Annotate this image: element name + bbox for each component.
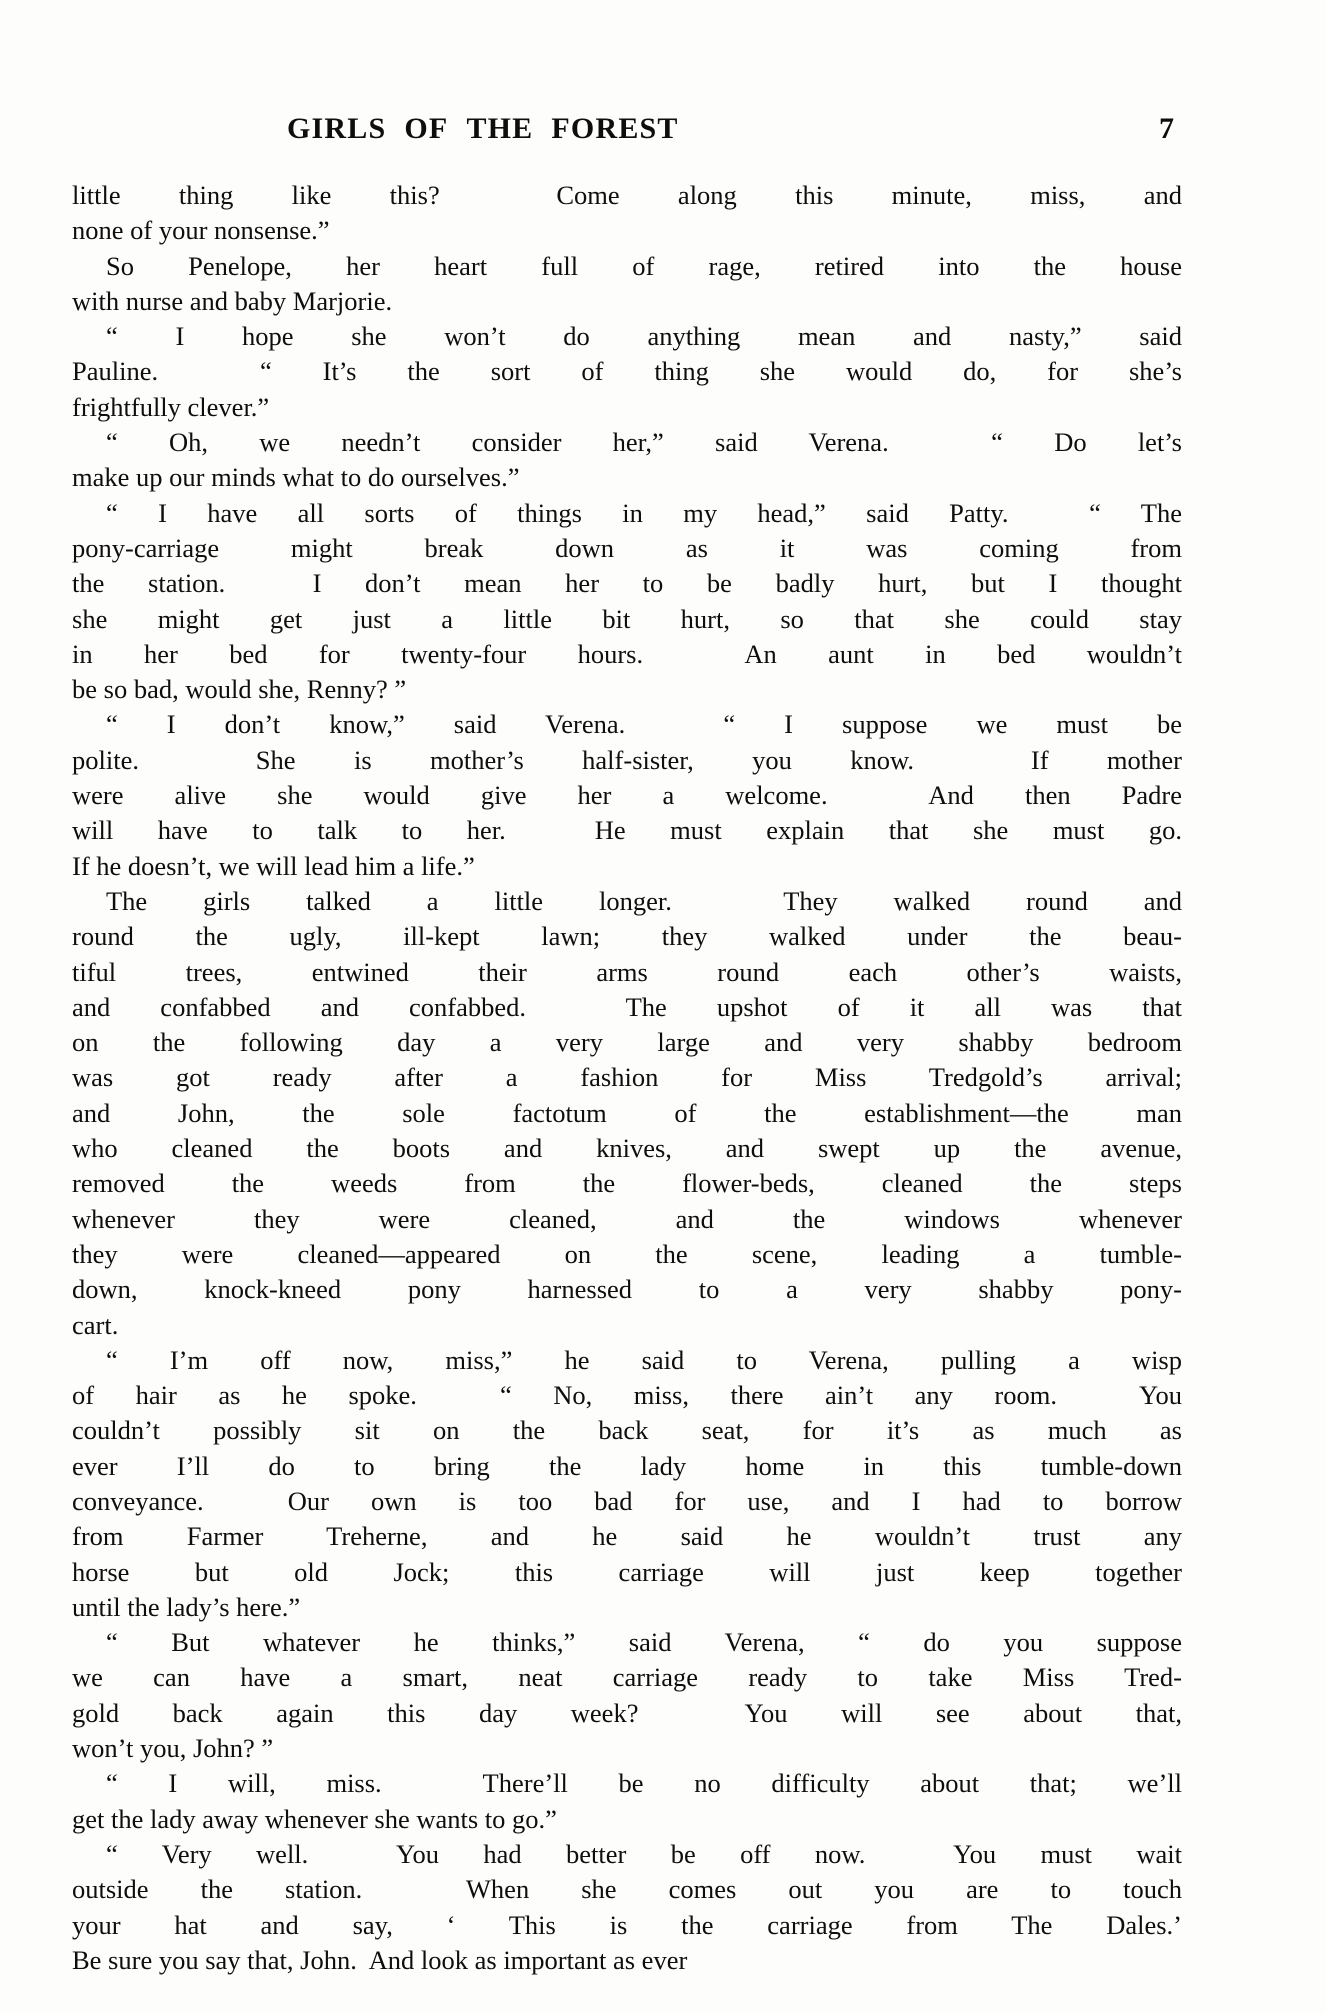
text-line: cart. [72,1309,119,1340]
text-line: So Penelope, her heart full of rage, retired into the house [106,250,1182,281]
running-title-word: THE [466,112,534,145]
text-line: ever I’ll do to bring the lady home in this tumble-down [72,1450,1182,1481]
text-line: we can have a smart, neat carriage ready to take Miss Tred- [72,1662,1182,1693]
text-line: were alive she would give her a welcome. And then Padre [72,780,1182,811]
text-line: gold back again this day week? You will see about that, [72,1697,1182,1728]
text-line: The girls talked a little longer. They walked round and [106,885,1182,916]
text-line: “ I hope she won’t do anything mean and nasty,” said [106,321,1182,352]
text-line: down, knock-kneed pony harnessed to a very shabby pony- [72,1274,1182,1305]
text-line: she might get just a little bit hurt, so that she could stay [72,603,1182,634]
text-line: of hair as he spoke. “ No, miss, there ain’t any room. You [72,1380,1182,1411]
text-line: Pauline. “ It’s the sort of thing she would do, for she’s [72,356,1182,387]
text-line: get the lady away whenever she wants to go.” [72,1803,557,1834]
text-line: whenever they were cleaned, and the windows whenever [72,1203,1182,1234]
text-line: will have to talk to her. He must explain that she must go. [72,815,1182,846]
text-line: and confabbed and confabbed. The upshot of it all was that [72,991,1182,1022]
page-content [72,112,1182,1978]
text-line: little thing like this? Come along this minute, miss, and [72,180,1182,210]
text-line: couldn’t possibly sit on the back seat, for it’s as much as [72,1415,1182,1446]
text-line: Be sure you say that, John. And look as important as ever [72,1944,688,1975]
text-line: “ Very well. You had better be off now. You must wait [106,1838,1182,1869]
text-line: and John, the sole factotum of the establishment—the man [72,1097,1182,1128]
text-line: be so bad, would she, Renny? ” [72,674,407,705]
text-line: removed the weeds from the flower-beds, cleaned the steps [72,1168,1182,1199]
text-line: “ I don’t know,” said Verena. “ I suppose we must be [106,709,1182,740]
text-line: horse but old Jock; this carriage will just keep together [72,1556,1182,1587]
text-line: “ I have all sorts of things in my head,” said Patty. “ The [106,497,1182,528]
text-line: on the following day a very large and very shabby bedroom [72,1027,1182,1058]
text-line: tiful trees, entwined their arms round each other’s waists, [72,956,1182,987]
text-line: they were cleaned—appeared on the scene, leading a tumble- [72,1238,1182,1269]
page-number: 7 [1159,112,1174,145]
text-line: “ I will, miss. There’ll be no difficulty about that; we’ll [106,1768,1182,1799]
body-text [72,178,1182,1978]
text-line: frightfully clever.” [72,391,270,422]
text-line: until the lady’s here.” [72,1591,301,1622]
page-header [72,112,1182,168]
text-line: “ Oh, we needn’t consider her,” said Verena. “ Do let’s [106,427,1182,458]
text-line: pony-carriage might break down as it was coming from [72,532,1182,563]
text-line: none of your nonsense.” [72,215,330,246]
text-line: “ But whatever he thinks,” said Verena, “ do you suppose [106,1627,1182,1658]
running-title-word: GIRLS [287,112,387,145]
running-title-word: FOREST [551,112,679,145]
running-title-word: OF [404,112,449,145]
text-line: in her bed for twenty-four hours. An aunt in bed wouldn’t [72,638,1182,669]
text-line: polite. She is mother’s half-sister, you know. If mother [72,744,1182,775]
text-line: from Farmer Treherne, and he said he wouldn’t trust any [72,1521,1182,1552]
text-line: with nurse and baby Marjorie. [72,285,393,316]
text-line: was got ready after a fashion for Miss Tredgold’s arrival; [72,1062,1182,1093]
text-line: If he doesn’t, we will lead him a life.” [72,850,475,881]
text-line: make up our minds what to do ourselves.” [72,462,520,493]
text-line: your hat and say, ‘ This is the carriage from The Dales.’ [72,1909,1182,1940]
text-line: conveyance. Our own is too bad for use, and I had to borrow [72,1485,1182,1516]
running-title [287,112,697,146]
text-line: the station. I don’t mean her to be badly hurt, but I thought [72,568,1182,599]
text-line: who cleaned the boots and knives, and swept up the avenue, [72,1133,1182,1164]
text-line: “ I’m off now, miss,” he said to Verena, pulling a wisp [106,1344,1182,1375]
text-line: outside the station. When she comes out you are to touch [72,1874,1182,1905]
text-line: round the ugly, ill-kept lawn; they walked under the beau- [72,921,1182,952]
text-line: won’t you, John? ” [72,1733,274,1764]
